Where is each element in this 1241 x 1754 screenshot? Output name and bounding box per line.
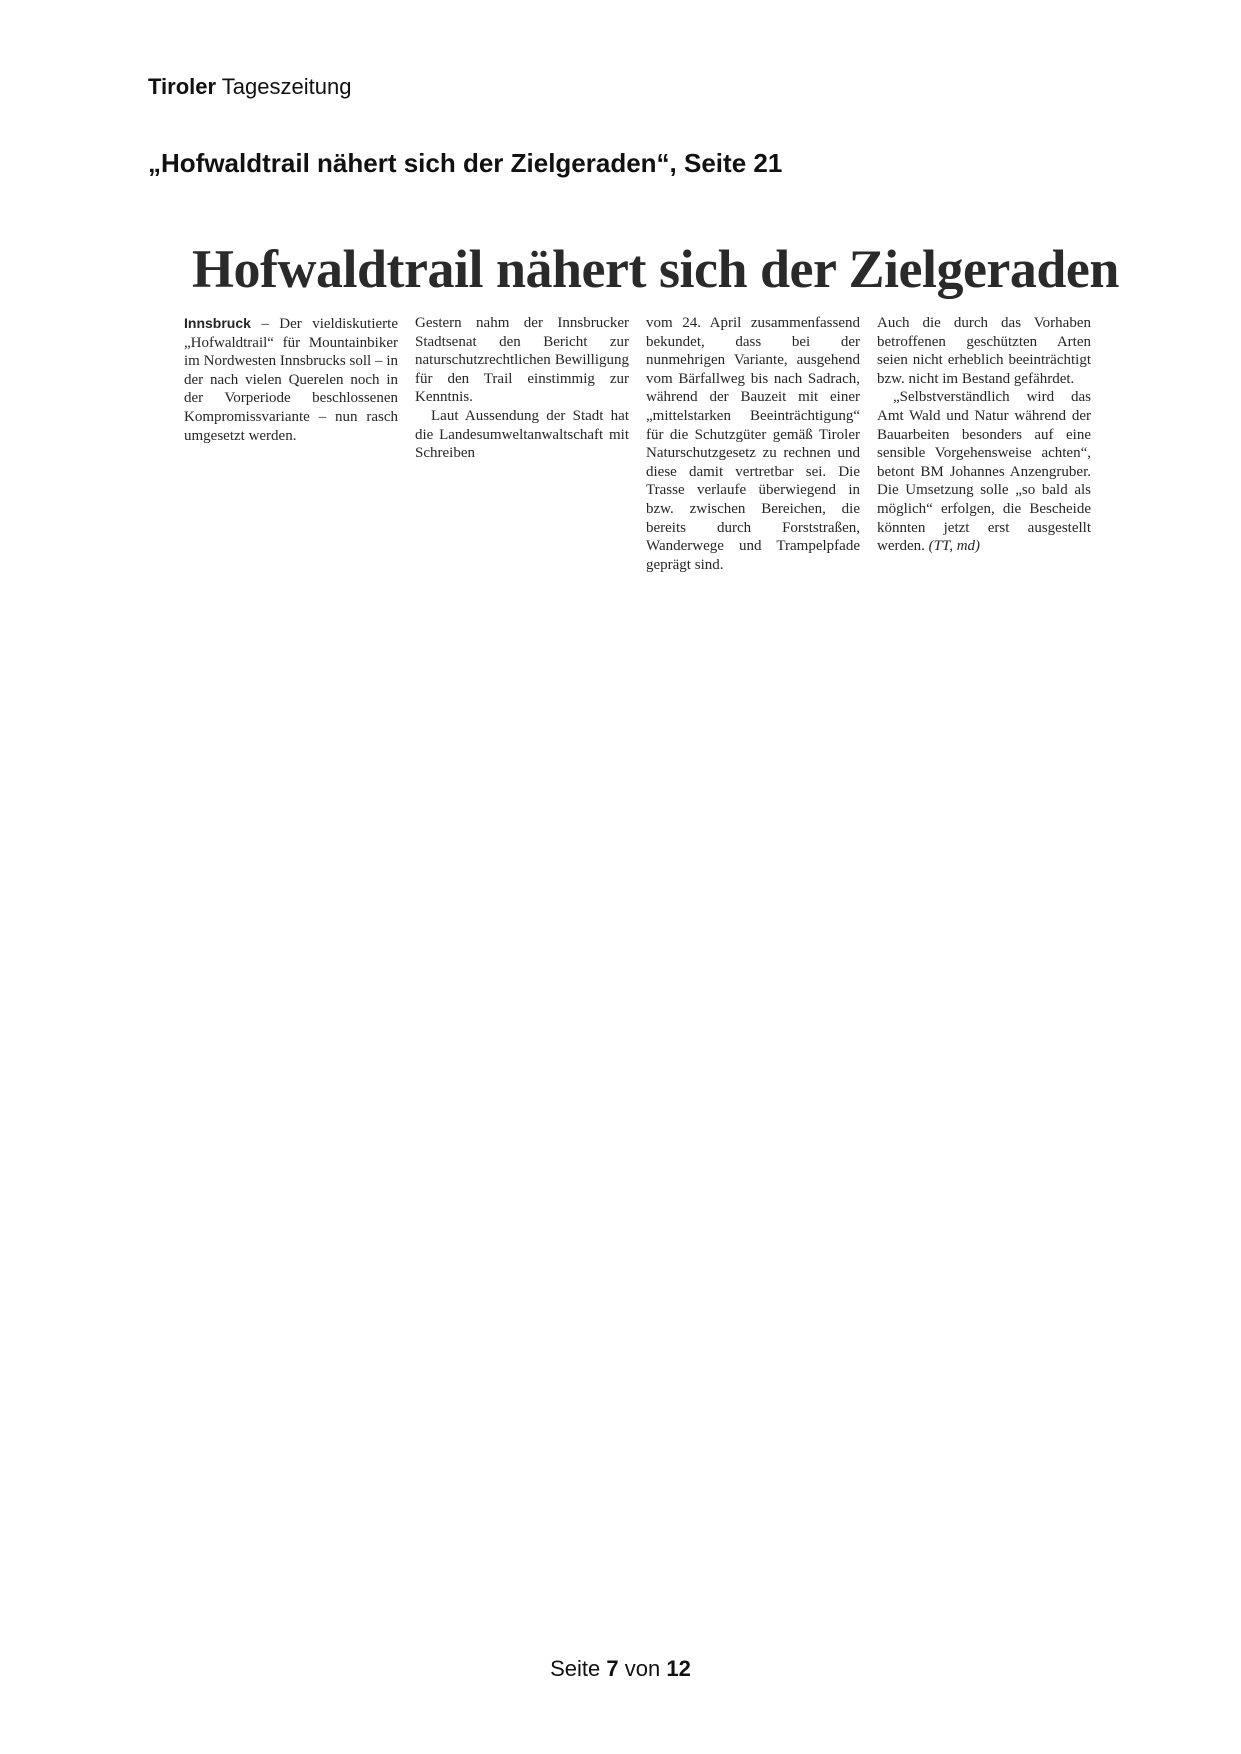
page-label: Seite	[550, 1656, 601, 1681]
article-text: „Selbstverständlich wird das Amt Wald und Natur während der Bauarbeiten besonders auf eine sensible Vorgehensweise achten“, betont BM Johannes Anzengruber. Die Umsetzung solle „so bald als möglich“ erfolgen, die Bescheide könnten jetzt erst ausgestellt werden.	[877, 389, 1091, 555]
article-paragraph: vom 24. April zusammenfassend bekundet, dass bei der nunmehrigen Variante, ausgehend vom Bärfallweg bis nach Sadrach, während der Bauzeit mit einer „mittelstarken Beeinträchtigung“ für die Schutzgüter gemäß Tiroler Naturschutzgesetz zu rechnen und diese damit vertretbar sei. Die Trasse verlaufe überwiegend in bzw. zwischen Bereichen, die bereits durch Forststraßen, Wanderwege und Trampelpfade geprägt sind.	[646, 315, 860, 573]
page-number	[0, 1656, 1241, 1682]
article-dateline: Innsbruck	[184, 315, 251, 331]
article-column-3	[646, 314, 860, 574]
article-headline: Hofwaldtrail nähert sich der Zielgeraden	[192, 239, 1119, 299]
article-paragraph: Gestern nahm der Innsbrucker Stadtsenat den Bericht zur naturschutzrechtlichen Bewilligung für den Trail einstimmig zur Kenntnis.	[415, 315, 629, 406]
article-columns	[184, 314, 1092, 574]
article-text: – Der vieldiskutierte „Hofwaldtrail“ für Mountainbiker im Nordwesten Innsbrucks soll – in der nach vielen Querelen noch in der Vorperiode beschlossenen Kompromissvariante – nun rasch umgesetzt werden.	[184, 316, 398, 444]
article-column-1	[184, 314, 398, 574]
article-column-2	[415, 314, 629, 574]
article-paragraph	[184, 314, 398, 445]
article-credit: (TT, md)	[928, 538, 981, 555]
article-paragraph	[877, 388, 1091, 555]
page-total: 12	[666, 1656, 691, 1681]
publication-name-bold: Tiroler	[148, 74, 217, 99]
clip-title: „Hofwaldtrail nähert sich der Zielgeraden“, Seite 21	[148, 148, 783, 178]
publication-name-rest: Tageszeitung	[221, 74, 352, 99]
article-paragraph: Auch die durch das Vorhaben betroffenen geschützten Arten seien nicht erheblich beeinträchtigt bzw. nicht im Bestand gefährdet.	[877, 315, 1091, 387]
page-current: 7	[606, 1656, 619, 1681]
article-column-4	[877, 314, 1091, 574]
article-clipping	[184, 239, 1119, 574]
publication-name	[148, 74, 351, 100]
article-paragraph: Laut Aussendung der Stadt hat die Landesumweltanwaltschaft mit Schreiben	[415, 407, 629, 462]
page-of-label: von	[624, 1656, 661, 1681]
